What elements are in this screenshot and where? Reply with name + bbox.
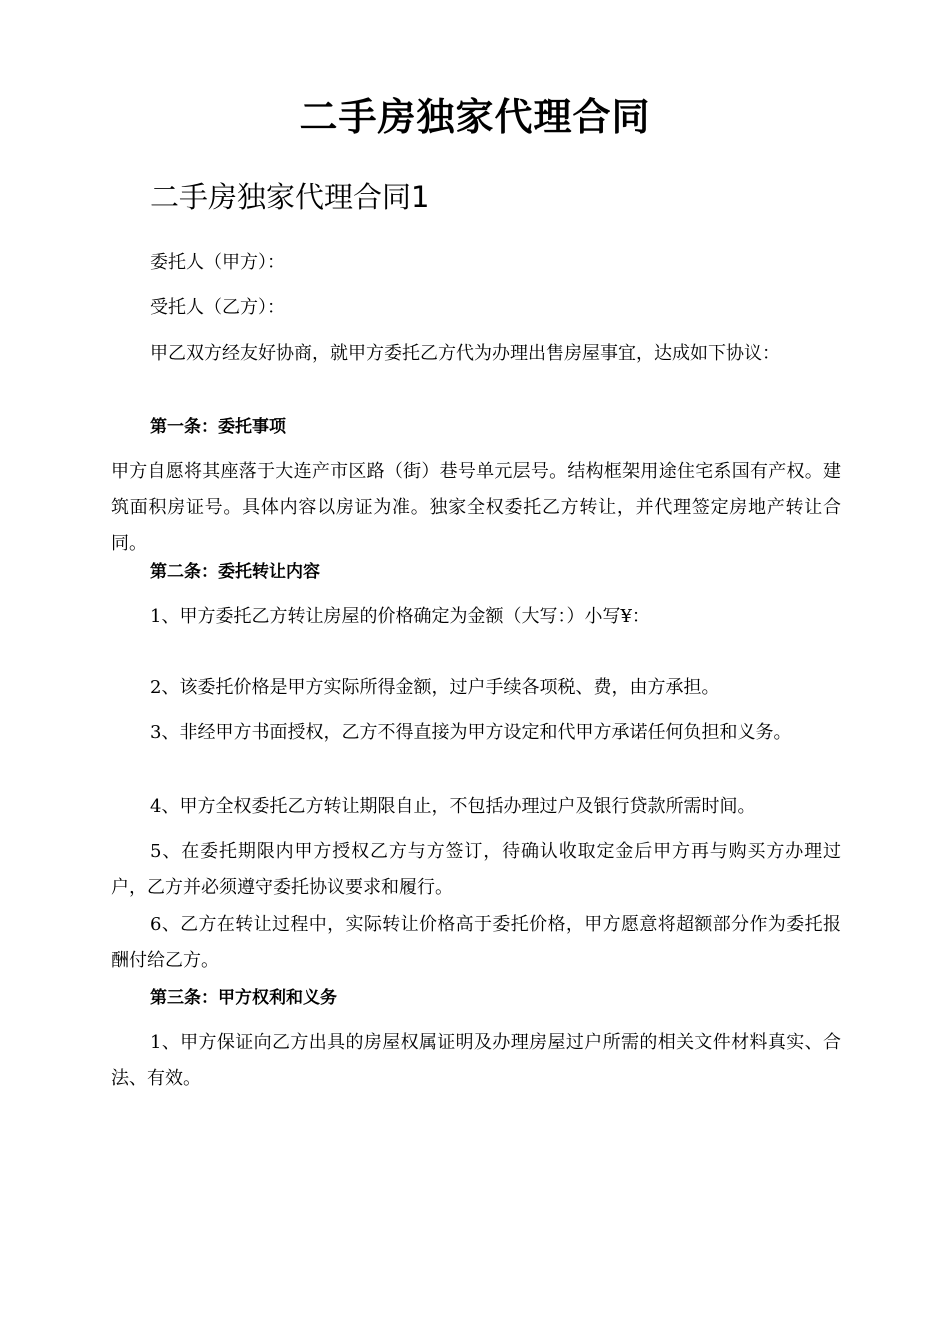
clause-2-5-block — [111, 834, 841, 906]
clause-3-1: 1、甲方保证向乙方出具的房屋权属证明及办理房屋过户所需的相关文件材料真实、合法、有效。 — [111, 1032, 841, 1089]
article-1-heading: 第一条：委托事项 — [150, 417, 286, 437]
paragraph-party-b: 受托人（乙方）： — [150, 297, 285, 318]
clause-2-5: 5、在委托期限内甲方授权乙方与方签订，待确认收取定金后甲方再与购买方办理过户，乙方并必须遵守委托协议要求和履行。 — [111, 841, 841, 898]
clause-3-1-block — [111, 1025, 841, 1097]
preamble-block — [111, 336, 841, 372]
article-1-heading-block — [111, 409, 841, 445]
paragraph-article-1: 甲方自愿将其座落于大连产市区路（街）巷号单元层号。结构框架用途住宅系国有产权。建筑面积房证号。具体内容以房证为准。独家全权委托乙方转让，并代理签定房地产转让合同。 — [111, 461, 841, 554]
article-3-heading-block — [111, 980, 841, 1016]
paragraph-preamble: 甲乙双方经友好协商，就甲方委托乙方代为办理出售房屋事宜，达成如下协议： — [150, 343, 780, 364]
contract-subtitle: 二手房独家代理合同1 — [150, 180, 430, 214]
clause-2-3-block — [111, 715, 841, 751]
article-2-heading: 第二条：委托转让内容 — [150, 562, 320, 582]
clause-2-2: 2、该委托价格是甲方实际所得金额，过户手续各项税、费，由方承担。 — [150, 677, 720, 698]
clause-2-6-block — [111, 907, 841, 979]
article-1-body-block — [111, 454, 841, 562]
clause-2-2-block — [111, 670, 841, 706]
party-b-line — [111, 290, 841, 326]
clause-2-6: 6、乙方在转让过程中，实际转让价格高于委托价格，甲方愿意将超额部分作为委托报酬付给乙方。 — [111, 914, 841, 971]
article-2-heading-block — [111, 554, 841, 590]
article-3-heading: 第三条：甲方权利和义务 — [150, 988, 337, 1008]
party-a-line — [111, 245, 841, 281]
clause-2-4: 4、甲方全权委托乙方转让期限自止，不包括办理过户及银行贷款所需时间。 — [150, 796, 756, 817]
paragraph-party-a: 委托人（甲方）： — [150, 252, 285, 273]
clause-2-3: 3、非经甲方书面授权，乙方不得直接为甲方设定和代甲方承诺任何负担和义务。 — [150, 722, 792, 743]
clause-2-1: 1、甲方委托乙方转让房屋的价格确定为金额（大写：）小写¥： — [150, 606, 650, 627]
clause-2-1-block — [111, 599, 841, 635]
document-title: 二手房独家代理合同 — [299, 95, 651, 139]
clause-2-4-block — [111, 789, 841, 825]
